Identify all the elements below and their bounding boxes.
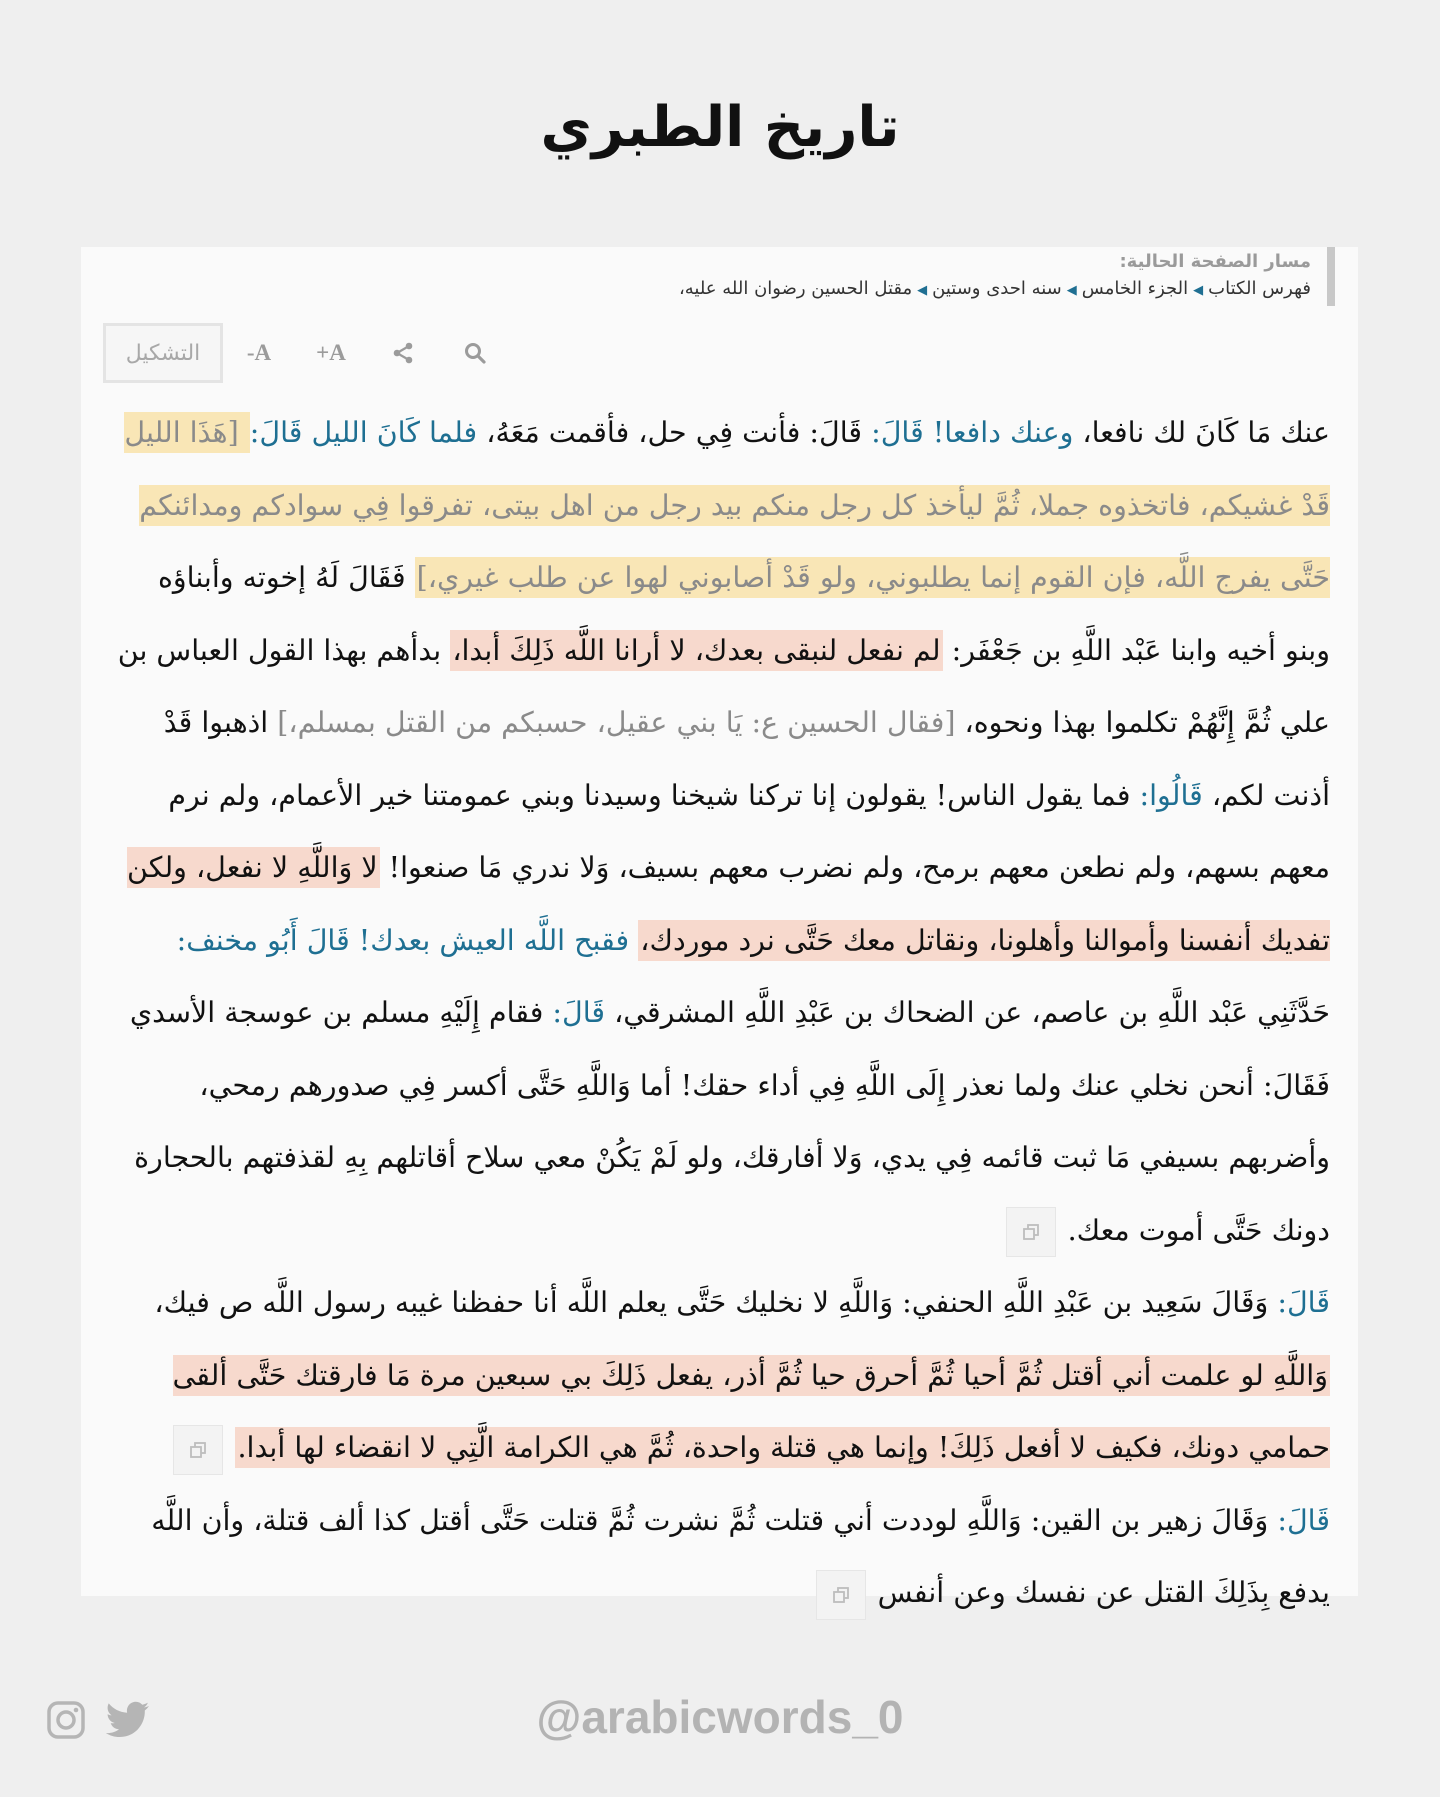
text-span: فلما كَانَ الليل قَالَ: xyxy=(249,416,478,449)
text-span: فقام إِلَيْهِ مسلم بن عوسجة الأسدي فَقَالَ: أنحن نخلي عنك ولما نعذر إِلَى اللَّهِ فِي أداء حقك! أما وَاللَّهِ حَتَّى أكسر فِي صدورهم رمحي، وأضربهم بسيفي مَا ثبت قائمه فِي يدي، وَلا أفارقك، ولو لَمْ يَكُنْ معي سلاح أقاتلهم بِهِ لقذفتهم بالحجارة دونك حَتَّى أموت معك. xyxy=(129,996,1330,1247)
breadcrumb-item-chapter[interactable]: مقتل الحسين رضوان الله عليه، xyxy=(678,278,913,299)
breadcrumb-label: مسار الصفحة الحالية: xyxy=(1119,251,1311,272)
content-card xyxy=(81,247,1358,1609)
text-span: فقبح اللَّه العيش بعدك! xyxy=(349,923,639,957)
highlight-orange: لا وَاللَّهِ لا نفعل، ولكن تفديك أنفسنا وأموالنا وأهلونا، ونقاتل معك حَتَّى نرد موردك، xyxy=(127,847,1330,961)
highlight-orange: وَاللَّهِ لو علمت أني أقتل ثُمَّ أحيا ثُمَّ أحرق حيا ثُمَّ أذر، يفعل ذَلِكَ بي سبعين مرة مَا فارقتك حَتَّى ألقى حمامي دونك، فكيف لا أفعل ذَلِكَ! وإنما هي قتلة واحدة، ثُمَّ هي الكرامة الَّتِي لا انقضاء لها أبدا. xyxy=(173,1355,1331,1469)
copy-icon xyxy=(832,1586,850,1604)
text-span: قَالَ: xyxy=(552,996,606,1029)
breadcrumb xyxy=(679,247,1335,306)
breadcrumb-item-index[interactable]: فهرس الكتاب xyxy=(1208,278,1311,299)
copy-icon xyxy=(189,1441,207,1459)
search-button[interactable] xyxy=(439,323,511,383)
breadcrumb-item-volume[interactable]: الجزء الخامس xyxy=(1081,278,1189,299)
text-span: بدأهم بهذا القول العباس بن علي ثُمَّ إِنَّهُمْ تكلموا بهذا ونحوه، xyxy=(117,633,1330,739)
text-span: اذهبوا قَدْ أذنت لكم، xyxy=(163,706,1330,812)
text-span: فما يقول الناس! يقولون إنا تركنا شيخنا وسيدنا وبني عمومتنا خير الأعمام، ولم نرم معهم بسهم، ولم نطعن معهم برمح، ولم نضرب معهم بسيف، وَلا ندري مَا صنعوا! xyxy=(168,778,1330,884)
footer-handle: @arabicwords_0 xyxy=(536,1691,904,1743)
copy-button[interactable] xyxy=(173,1425,223,1475)
share-icon xyxy=(392,342,414,364)
highlight-yellow: [هَذَا الليل قَدْ غشيكم، فاتخذوه جملا، ثُمَّ ليأخذ كل رجل منكم بيد رجل من اهل بيتى، تفرقوا فِي سوادكم ومدائنكم حَتَّى يفرج اللَّه، فإن القوم إنما يطلبوني، ولو قَدْ أصابوني لهوا عن طلب غيري،] xyxy=(124,412,1330,598)
text-span: قَالَ: فأنت فِي حل، فأقمت مَعَهُ، xyxy=(477,416,872,449)
copy-icon xyxy=(1022,1223,1040,1241)
breadcrumb-trail xyxy=(679,278,1311,299)
book-text xyxy=(110,397,1330,1630)
copy-button[interactable] xyxy=(816,1570,866,1620)
search-icon xyxy=(464,342,486,364)
text-span: عنك مَا كَانَ لك نافعا، xyxy=(1073,416,1330,449)
highlight-orange: لم نفعل لنبقى بعدك، لا أرانا اللَّه ذَلِكَ أبدا، xyxy=(450,630,942,671)
chevron-left-icon: ◀ xyxy=(1193,283,1204,298)
text-span: قَالَ أَبُو مخنف: xyxy=(176,923,350,957)
text-span: قَالُوا: xyxy=(1139,778,1203,812)
page-title: تاريخ الطبري xyxy=(540,95,900,160)
text-span: حَدَّثَنِي عَبْد اللَّهِ بن عاصم، عن الضحاك بن عَبْدِ اللَّهِ المشرقي، xyxy=(605,996,1330,1029)
share-button[interactable] xyxy=(367,323,439,383)
text-span: وَقَالَ زهير بن القين: وَاللَّهِ لوددت أني قتلت ثُمَّ نشرت ثُمَّ قتلت حَتَّى أقتل كذا ألف قتلة، وأن اللَّه يدفع بِذَلِكَ القتل عن نفسك وعن أنفس xyxy=(151,1503,1330,1609)
text-span: [فقال الحسين ع: يَا بني عقيل، حسبكم من القتل بمسلم،] xyxy=(277,706,956,739)
text-span: فَقَالَ لَهُ إخوته وأبناؤه وبنو أخيه وابنا عَبْد اللَّهِ بن جَعْفَر: xyxy=(157,561,1330,667)
paragraph-1 xyxy=(110,397,1330,1267)
toolbar xyxy=(103,323,511,383)
text-span: وعنك دافعا! قَالَ: xyxy=(871,416,1074,449)
chevron-left-icon: ◀ xyxy=(1066,283,1077,298)
decrease-font-button[interactable]: -A xyxy=(246,340,272,365)
text-span: قَالَ: xyxy=(1277,1503,1330,1537)
paragraph-3 xyxy=(110,1485,1330,1630)
copy-button[interactable] xyxy=(1006,1207,1056,1257)
text-span: قَالَ: xyxy=(1277,1286,1330,1319)
chevron-left-icon: ◀ xyxy=(917,283,928,298)
breadcrumb-item-year[interactable]: سنه احدى وستين xyxy=(932,278,1062,299)
paragraph-2 xyxy=(110,1267,1330,1485)
increase-font-button[interactable]: +A xyxy=(316,340,346,365)
tashkeel-button[interactable]: التشكيل xyxy=(103,323,223,383)
text-span: وَقَالَ سَعِيد بن عَبْدِ اللَّهِ الحنفي: وَاللَّهِ لا نخليك حَتَّى يعلم اللَّه أنا حفظنا غيبه رسول اللَّه ص فيك، xyxy=(154,1286,1278,1319)
